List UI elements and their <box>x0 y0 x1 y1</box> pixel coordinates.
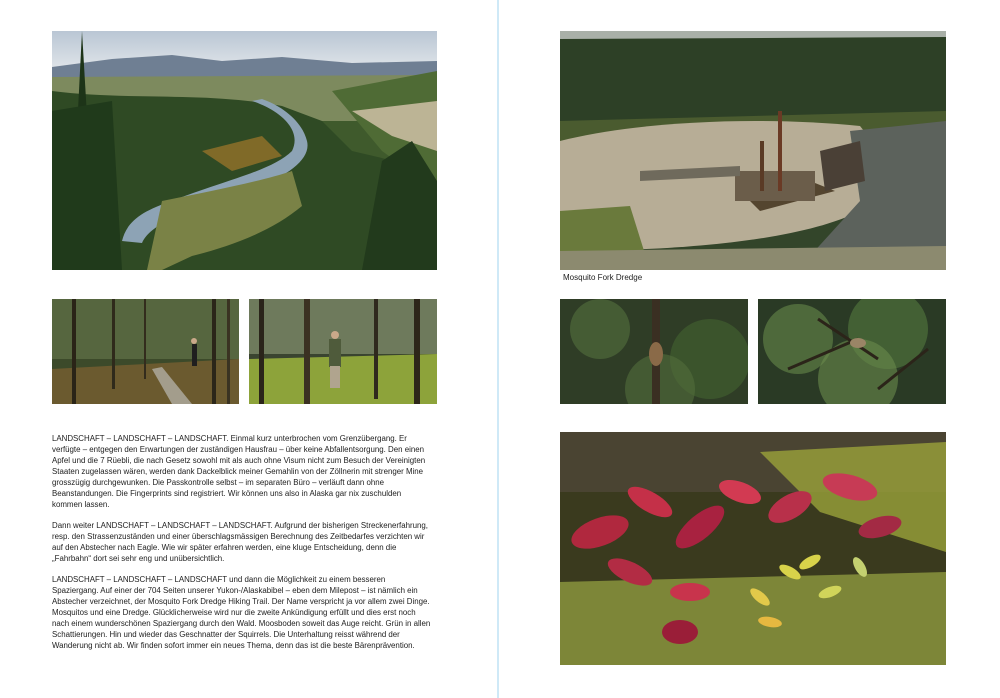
photo-mosquito-fork-dredge <box>560 31 946 270</box>
photo-river-valley <box>52 31 437 270</box>
photo-hiker-on-moss <box>249 299 437 404</box>
photo-caption: Mosquito Fork Dredge <box>563 273 643 282</box>
photo-red-bearberry-leaves <box>560 432 946 665</box>
paragraph-border-crossing: LANDSCHAFT – LANDSCHAFT – LANDSCHAFT. Einmal kurz unterbrochen vom Grenzübergang. Er verfügte – entgegen den Erwartungen der zuständigen Hausfrau – über keine Abfallentsorgung. Den einen Apfel und die 7 Rüebli, die nach Gesetz sowohl mit als auch ohne Visum nicht zum Besuch der Vereinigten Staaten zugelassen wären, werden dank Dackelblick meiner Gemahlin von der Zöllnerin mit strenger Mine grosszügig durchgewunken. Die Passkontrolle selbst – im separaten Büro – verläuft dann ohne Beanstandungen. Die Fingerprints sind registriert. Wir können uns also in Alaska gar nix zuschulden kommen lassen. <box>52 434 426 509</box>
photo-squirrel-in-tree <box>560 299 748 404</box>
paragraph-eagle-detour: Dann weiter LANDSCHAFT – LANDSCHAFT – LANDSCHAFT. Aufgrund der bisherigen Streckenerfahrung, resp. den Strassenzuständen und einer überschlagsmässigen Berechnung des Zeitbedarfes verzichten wir auf den Abstecher nach Eagle. Wie wir später erfahren werden, eine kluge Entscheidung, denn die „Fahrbahn“ dort sei sehr eng und unübersichtlich. <box>52 521 428 563</box>
photo-forest-trail-hiker <box>52 299 239 404</box>
paragraph-dredge-hike: LANDSCHAFT – LANDSCHAFT – LANDSCHAFT und dann die Möglichkeit zu einem besseren Spaziergang. Auf einer der 704 Seiten unserer Yukon-/Alaskabibel – eben dem Milepost – ist nämlich ein Abstecher verzeichnet, der Mosquito Fork Dredge Hiking Trail. Der Name verspricht ja vor allem zwei Dinge. Mosquitos und eine Dredge. Glücklicherweise wird nur die zweite Ankündigung erfüllt und dies erst noch nach einem wunderschönen Spaziergang durch den Wald. Moosboden soweit das Auge reicht. Grün in allen Schattierungen. Hin und wieder das Geschnatter der Squirrels. Die Unterhaltung reisst während der Wanderung nicht ab. Wir finden sofort immer ein neues Thema, denn das ist die beste Bärenprävention. <box>52 575 431 650</box>
photo-spruce-branches <box>758 299 946 404</box>
article-body <box>52 433 432 661</box>
page-gutter <box>497 0 499 698</box>
